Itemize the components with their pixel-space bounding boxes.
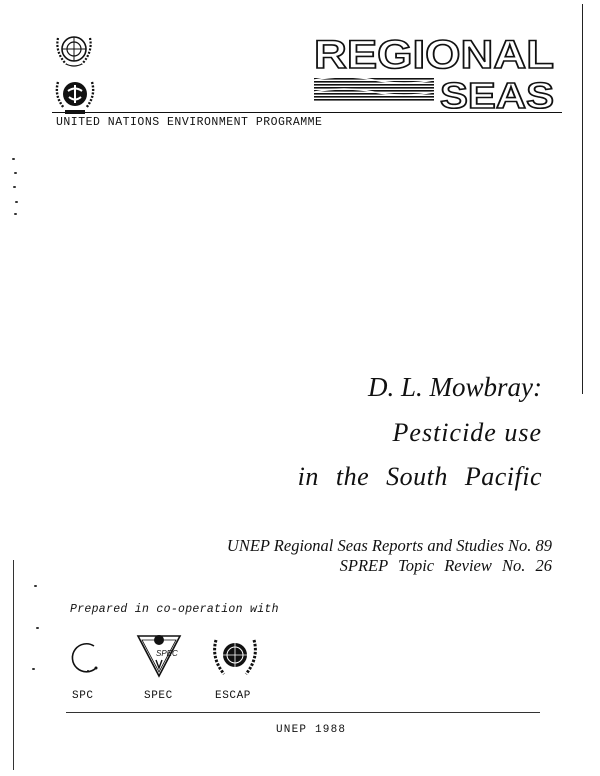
scan-speck bbox=[15, 201, 18, 203]
scan-edge-line bbox=[582, 4, 583, 394]
organization-name: UNITED NATIONS ENVIRONMENT PROGRAMME bbox=[56, 116, 323, 129]
author-name: D. L. Mowbray: bbox=[368, 372, 542, 402]
unep-emblem-icon bbox=[52, 72, 98, 116]
title-line-1: Pesticide use bbox=[392, 418, 542, 447]
spec-logo-icon bbox=[132, 632, 186, 680]
scan-speck bbox=[32, 668, 35, 670]
header-rule bbox=[52, 112, 562, 113]
series-line-1: UNEP Regional Seas Reports and Studies No. 89 bbox=[226, 536, 552, 555]
regional-seas-logo bbox=[312, 30, 558, 114]
partner-label-spec: SPEC bbox=[144, 690, 173, 702]
scan-speck bbox=[34, 585, 37, 587]
logo-line2: SEAS bbox=[440, 75, 554, 114]
partner-label-spc: SPC bbox=[72, 690, 94, 702]
series-line-2: SPREP Topic Review No. 26 bbox=[339, 556, 552, 575]
publication-footer: UNEP 1988 bbox=[276, 724, 347, 736]
scan-edge-line bbox=[13, 560, 14, 770]
footer-rule bbox=[66, 712, 540, 713]
logo-line1: REGIONAL bbox=[314, 33, 554, 77]
scan-speck bbox=[14, 172, 17, 174]
cooperation-label: Prepared in co-operation with bbox=[70, 603, 279, 616]
scan-speck bbox=[12, 158, 15, 160]
spc-logo-icon bbox=[66, 638, 106, 678]
escap-logo-icon bbox=[210, 634, 260, 680]
spec-logo-text: SPEC bbox=[156, 649, 178, 658]
title-line-2: in the South Pacific bbox=[297, 462, 542, 491]
un-emblem-icon bbox=[52, 30, 96, 70]
partner-label-escap: ESCAP bbox=[215, 690, 252, 702]
scan-speck bbox=[13, 186, 16, 188]
scan-speck bbox=[14, 213, 17, 215]
scan-speck bbox=[36, 627, 39, 629]
